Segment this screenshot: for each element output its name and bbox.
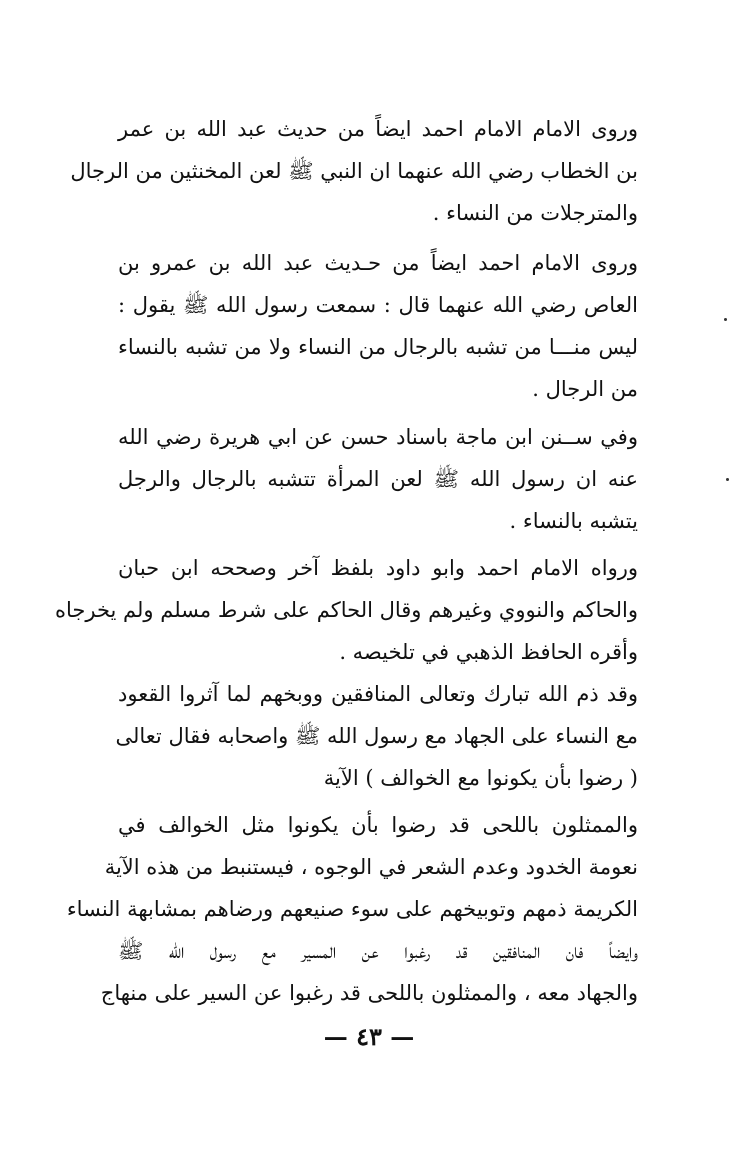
paragraph-5 bbox=[115, 673, 638, 799]
text-line: وايضاً فان المنافقين قد رغبوا عن المسير مع رسول الله ﷺ bbox=[118, 939, 638, 963]
text-line: وفي ســنن ابن ماجة باسناد حسن عن ابي هريرة رضي الله bbox=[118, 425, 638, 449]
text-line: والمترجلات من النساء . bbox=[432, 201, 638, 225]
text-line: مع النساء على الجهاد مع رسول الله ﷺ واصحابه فقال تعالى bbox=[115, 724, 638, 748]
paragraph-2 bbox=[118, 242, 638, 410]
margin-speck bbox=[726, 478, 729, 481]
paragraph-6 bbox=[66, 804, 638, 1014]
text-line: وأقره الحافظ الذهبي في تلخيصه . bbox=[339, 640, 638, 664]
text-line: يتشبه بالنساء . bbox=[509, 509, 638, 533]
text-line: الكريمة ذمهم وتوبيخهم على سوء صنيعهم ورضاهم بمشابهة النساء bbox=[66, 897, 638, 921]
text-line: ( رضوا بأن يكونوا مع الخوالف ) الآية bbox=[323, 766, 638, 790]
paragraph-1 bbox=[70, 108, 638, 234]
text-line: والحاكم والنووي وغيرهم وقال الحاكم على شرط مسلم ولم يخرجاه bbox=[55, 598, 638, 622]
margin-speck bbox=[724, 318, 727, 321]
text-line: والجهاد معه ، والممثلون باللحى قد رغبوا عن السير على منهاج bbox=[100, 981, 638, 1005]
text-line: وقد ذم الله تبارك وتعالى المنافقين ووبخهم لما آثروا القعود bbox=[118, 682, 638, 706]
text-line: من الرجال . bbox=[532, 377, 638, 401]
text-line: نعومة الخدود وعدم الشعر في الوجوه ، فيستنبط من هذه الآية bbox=[104, 855, 638, 879]
paragraph-4 bbox=[55, 547, 638, 673]
text-line: عنه ان رسول الله ﷺ لعن المرأة تتشبه بالرجال والرجل bbox=[118, 467, 638, 491]
text-line: وروى الامام احمد ايضاً من حـديث عبد الله بن عمرو بن bbox=[118, 251, 638, 275]
paragraph-3 bbox=[118, 416, 638, 542]
text-line: وروى الامام الامام احمد ايضاً من حديث عبد الله بن عمر bbox=[118, 117, 638, 141]
text-line: ورواه الامام احمد وابو داود بلفظ آخر وصححه ابن حبان bbox=[118, 556, 638, 580]
page-number: — ٤٣ — bbox=[323, 1022, 415, 1051]
text-line: والممثلون باللحى قد رضوا بأن يكونوا مثل الخوالف في bbox=[118, 813, 638, 837]
text-line: بن الخطاب رضي الله عنهما ان النبي ﷺ لعن المخنثين من الرجال bbox=[70, 159, 638, 183]
text-line: ليس منـــا من تشبه بالرجال من النساء ولا من تشبه بالنساء bbox=[118, 335, 638, 359]
text-line: العاص رضي الله عنهما قال : سمعت رسول الله ﷺ يقول : bbox=[118, 293, 638, 317]
